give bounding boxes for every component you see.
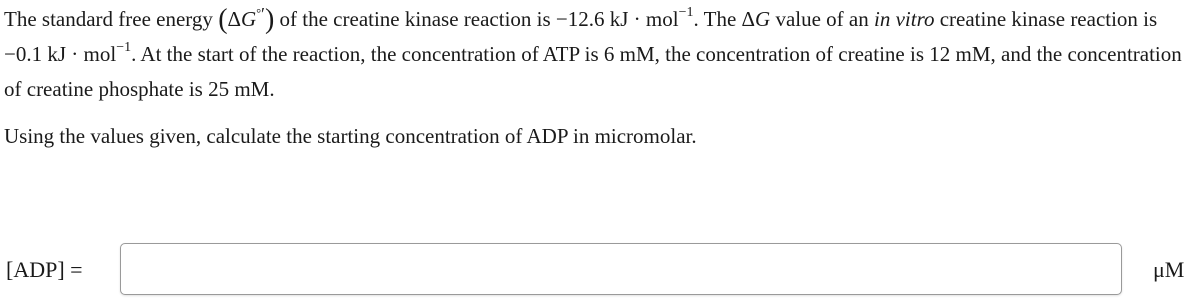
text-segment: The standard free energy <box>4 7 219 31</box>
text-segment: creatine kinase reaction is −0.1 kJ · mol <box>4 7 1158 66</box>
close-paren: ) <box>264 4 275 35</box>
degree-mark: ° <box>256 6 262 20</box>
delta-symbol: Δ <box>227 7 242 31</box>
problem-paragraph-1 <box>4 2 1196 107</box>
exponent: −1 <box>678 5 694 20</box>
in-vitro-term: in vitro <box>874 7 935 31</box>
prime-mark: ′ <box>261 4 265 24</box>
text-segment: of the creatine kinase reaction is −12.6 kJ · mol <box>274 7 679 31</box>
text-segment: . At the start of the reaction, the concentration of ATP is 6 mM, the concentration of creatine is 12 mM, and the concentration of creatine phosphate is 25 mM. <box>4 42 1182 101</box>
answer-unit: μM <box>1153 257 1185 282</box>
problem-text <box>4 2 1196 154</box>
problem-question: Using the values given, calculate the starting concentration of ADP in micromolar. <box>4 124 697 148</box>
answer-label: [ADP] = <box>6 257 83 282</box>
answer-row <box>0 243 1200 299</box>
exponent: −1 <box>116 40 132 55</box>
variable-g: G <box>755 7 771 31</box>
adp-answer-input[interactable] <box>120 243 1122 295</box>
text-segment: . The Δ <box>693 7 756 31</box>
text-segment: value of an <box>770 7 874 31</box>
variable-g: G <box>241 7 257 31</box>
open-paren: ( <box>218 4 228 35</box>
